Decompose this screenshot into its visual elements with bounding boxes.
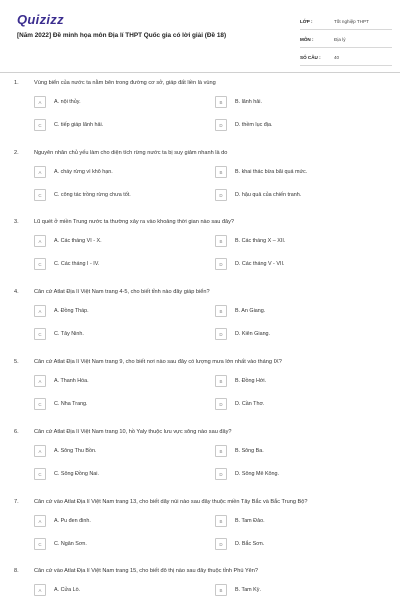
- option-text: A. cháy rừng vì khô hạn.: [54, 169, 113, 175]
- option-d[interactable]: [215, 398, 265, 410]
- option-text: B. Tam Kỳ.: [235, 587, 261, 593]
- option-b[interactable]: [215, 235, 285, 247]
- option-letter: A: [34, 375, 46, 387]
- option-text: C. Nha Trang.: [54, 401, 88, 407]
- option-b[interactable]: [215, 166, 307, 178]
- question-4: [0, 289, 400, 357]
- option-letter: C: [34, 538, 46, 550]
- option-letter: D: [215, 258, 227, 270]
- option-text: A. nội thủy.: [54, 99, 81, 105]
- option-text: B. Đồng Hới.: [235, 378, 267, 384]
- option-c[interactable]: [34, 538, 87, 550]
- option-letter: B: [215, 515, 227, 527]
- question-text: Căn cứ vào Atlat Địa lí Việt Nam trang 13, cho biết dãy núi nào sau đây thuộc miền Tây Bắc và Bắc Trung Bộ?: [34, 499, 308, 505]
- question-number: 3.: [14, 219, 19, 225]
- question-number: 4.: [14, 289, 19, 295]
- option-letter: C: [34, 258, 46, 270]
- option-letter: C: [34, 398, 46, 410]
- option-letter: B: [215, 96, 227, 108]
- option-letter: B: [215, 166, 227, 178]
- option-text: D. Kiên Giang.: [235, 331, 271, 337]
- option-b[interactable]: [215, 515, 265, 527]
- meta-subject-label: MÔN :: [300, 37, 314, 42]
- question-number: 5.: [14, 359, 19, 365]
- option-letter: B: [215, 305, 227, 317]
- question-text: Căn cứ Atlat Địa lí Việt Nam trang 4-5, cho biết tỉnh nào đây giáp biển?: [34, 289, 210, 295]
- meta-subject-value: Địa lý: [334, 37, 346, 42]
- question-number: 7.: [14, 499, 19, 505]
- option-d[interactable]: [215, 328, 270, 340]
- option-a[interactable]: [34, 96, 81, 108]
- option-text: C. tiếp giáp lãnh hải.: [54, 122, 104, 128]
- option-text: C. Tây Ninh.: [54, 331, 84, 337]
- option-a[interactable]: [34, 235, 102, 247]
- meta-class-label: LỚP :: [300, 19, 313, 24]
- option-b[interactable]: [215, 584, 261, 596]
- option-b[interactable]: [215, 305, 265, 317]
- option-letter: B: [215, 584, 227, 596]
- option-text: C. Sông Đồng Nai.: [54, 471, 99, 477]
- option-letter: C: [34, 328, 46, 340]
- option-letter: A: [34, 96, 46, 108]
- option-letter: A: [34, 445, 46, 457]
- question-text: Căn cứ Atlat Địa lí Việt Nam trang 9, cho biết nơi nào sau đây có lượng mưa lớn nhất vào tháng IX?: [34, 359, 282, 365]
- option-letter: A: [34, 166, 46, 178]
- option-a[interactable]: [34, 305, 89, 317]
- option-a[interactable]: [34, 584, 80, 596]
- option-text: B. khai thác bừa bãi quá mức.: [235, 169, 308, 175]
- question-3: [0, 219, 400, 287]
- meta-count-value: 40: [334, 55, 340, 60]
- option-text: B. Các tháng X – XII.: [235, 238, 286, 244]
- option-letter: B: [215, 445, 227, 457]
- question-text: Căn cứ Atlat Địa lí Việt Nam trang 10, hồ Yaly thuộc lưu vực sông nào sau đây?: [34, 429, 232, 435]
- option-letter: D: [215, 328, 227, 340]
- option-b[interactable]: [215, 375, 266, 387]
- option-letter: C: [34, 189, 46, 201]
- option-text: C. công tác trồng rừng chưa tốt.: [54, 192, 131, 198]
- option-letter: D: [215, 189, 227, 201]
- option-c[interactable]: [34, 189, 131, 201]
- option-d[interactable]: [215, 468, 279, 480]
- question-5: [0, 359, 400, 427]
- option-letter: C: [34, 468, 46, 480]
- question-number: 8.: [14, 568, 19, 574]
- option-letter: A: [34, 584, 46, 596]
- question-text: Căn cứ vào Atlat Địa lí Việt Nam trang 15, cho biết đô thị nào sau đây thuộc tỉnh Phú Yên?: [34, 568, 259, 574]
- option-text: A. Sông Thu Bồn.: [54, 448, 97, 454]
- question-2: [0, 150, 400, 218]
- question-1: [0, 80, 400, 148]
- question-7: [0, 499, 400, 567]
- option-letter: B: [215, 235, 227, 247]
- option-text: A. Các tháng VI - X.: [54, 238, 102, 244]
- option-c[interactable]: [34, 258, 99, 270]
- option-text: C. Các tháng I - IV.: [54, 261, 100, 267]
- option-d[interactable]: [215, 538, 264, 550]
- option-text: D. Bắc Sơn.: [235, 541, 265, 547]
- question-number: 6.: [14, 429, 19, 435]
- option-d[interactable]: [215, 119, 272, 131]
- question-number: 1.: [14, 80, 19, 86]
- option-c[interactable]: [34, 328, 84, 340]
- question-text: Lũ quét ở miền Trung nước ta thường xảy ra vào khoảng thời gian nào sau đây?: [34, 219, 235, 225]
- option-text: C. Ngân Sơn.: [54, 541, 87, 547]
- option-text: D. hậu quả của chiến tranh.: [235, 192, 302, 198]
- option-text: D. Các tháng V - VII.: [235, 261, 285, 267]
- option-a[interactable]: [34, 166, 113, 178]
- option-text: D. Sông Mê Kông.: [235, 471, 280, 477]
- question-8: [0, 568, 400, 600]
- option-a[interactable]: [34, 375, 89, 387]
- option-a[interactable]: [34, 515, 91, 527]
- option-text: B. lãnh hải.: [235, 99, 262, 105]
- option-d[interactable]: [215, 258, 284, 270]
- option-text: D. Cần Thơ.: [235, 401, 265, 407]
- option-letter: C: [34, 119, 46, 131]
- option-c[interactable]: [34, 468, 99, 480]
- option-text: A. Cửa Lò.: [54, 587, 81, 593]
- quizizz-logo: Quizizz: [17, 12, 64, 27]
- option-letter: B: [215, 375, 227, 387]
- option-d[interactable]: [215, 189, 301, 201]
- option-text: A. Thanh Hóa.: [54, 378, 89, 384]
- option-letter: A: [34, 515, 46, 527]
- question-text: Vùng biển của nước ta nằm bên trong đường cơ sở, giáp đất liền là vùng: [34, 80, 216, 86]
- option-letter: D: [215, 538, 227, 550]
- option-letter: D: [215, 398, 227, 410]
- option-letter: D: [215, 468, 227, 480]
- option-text: B. An Giang.: [235, 308, 266, 314]
- question-number: 2.: [14, 150, 19, 156]
- option-a[interactable]: [34, 445, 96, 457]
- option-b[interactable]: [215, 445, 264, 457]
- option-letter: A: [34, 235, 46, 247]
- option-text: D. thềm lục địa.: [235, 122, 273, 128]
- question-6: [0, 429, 400, 497]
- option-c[interactable]: [34, 398, 88, 410]
- worksheet-title: [Năm 2022] Đề minh họa môn Địa lí THPT Quốc gia có lời giải (Đề 18): [17, 32, 227, 39]
- option-text: A. Pu đen đinh.: [54, 518, 91, 524]
- meta-class-value: Tốt nghiệp THPT: [334, 19, 369, 24]
- option-text: B. Sông Ba.: [235, 448, 264, 454]
- option-b[interactable]: [215, 96, 262, 108]
- option-letter: A: [34, 305, 46, 317]
- question-text: Nguyên nhân chủ yếu làm cho diện tích rừng nước ta bị suy giảm nhanh là do: [34, 150, 228, 156]
- option-text: B. Tam Đảo.: [235, 518, 265, 524]
- option-c[interactable]: [34, 119, 103, 131]
- option-text: A. Đồng Tháp.: [54, 308, 89, 314]
- meta-count-label: SỐ CÂU :: [300, 55, 321, 60]
- option-letter: D: [215, 119, 227, 131]
